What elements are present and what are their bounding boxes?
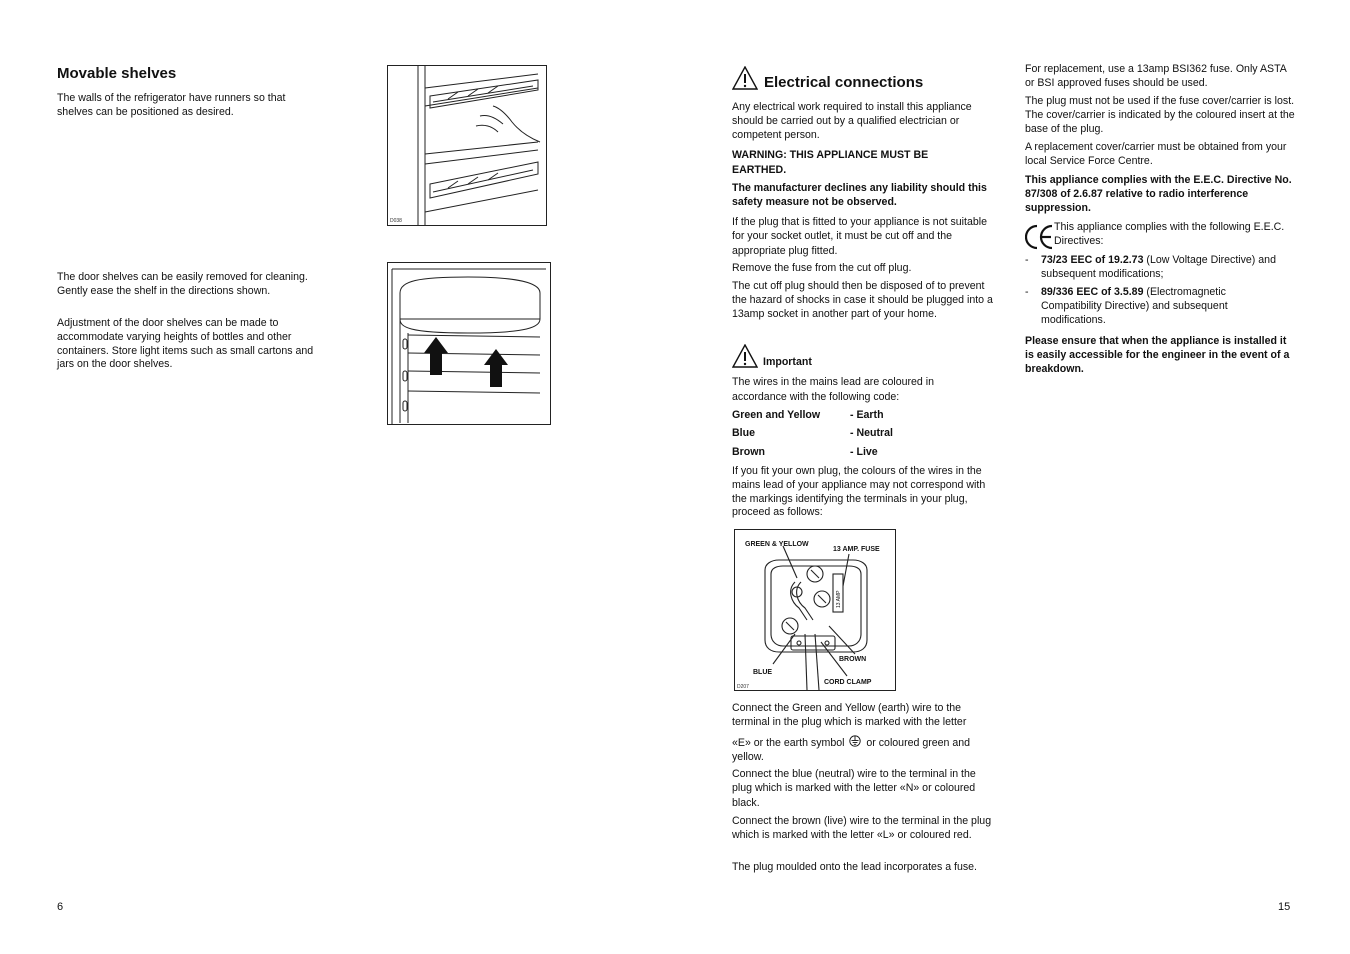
fuse-cover-paragraph: The plug must not be used if the fuse cover/carrier is lost. The cover/carrier is indicated by the coloured insert at the base of the plug. xyxy=(1025,95,1295,135)
eec-directive-paragraph: This appliance complies with the E.E.C. Directive No. 87/308 of 2.6.87 relative to radio interference suppression. xyxy=(1025,174,1292,214)
label-13-amp-fuse: 13 AMP. FUSE xyxy=(833,546,880,553)
ce-mark-icon xyxy=(1025,223,1055,251)
earthed-warning: WARNING: THIS APPLIANCE MUST BE EARTHED. xyxy=(732,149,929,176)
connect-live-paragraph: Connect the brown (live) wire to the terminal in the plug which is marked with the letter «L» or coloured red. xyxy=(732,815,992,842)
shelves-illustration xyxy=(387,65,547,226)
directive-2-text: (Electromagnetic Compatibility Directive) and subsequent modifications. xyxy=(1041,286,1228,326)
electrician-paragraph: Any electrical work required to install this appliance should be carried out by a qualified electrician or competent person. xyxy=(732,101,972,141)
fit-own-plug-paragraph: If you fit your own plug, the colours of the wires in the mains lead of your appliance may not correspond with the markings identifying the terminals in your plug, proceed as follows: xyxy=(732,465,986,519)
fig1-code: D038 xyxy=(390,218,402,224)
connect-neutral-paragraph: Connect the blue (neutral) wire to the terminal in the plug which is marked with the letter «N» or coloured black. xyxy=(732,768,976,809)
code-row-neutral-meaning: - Neutral xyxy=(850,427,893,439)
moulded-fuse-paragraph: The plug moulded onto the lead incorporates a fuse. xyxy=(732,861,977,873)
earth-symbol-pre-text: «E» or the earth symbol xyxy=(732,737,845,749)
right-page-number: 15 xyxy=(1278,901,1291,913)
earth-symbol-post-text: or coloured green and yellow. xyxy=(732,737,971,763)
earth-ground-icon xyxy=(849,735,861,747)
door-shelves-adjust-paragraph: Adjustment of the door shelves can be made to accommodate varying heights of bottles and other containers. Store light items such as small cartons and jars on the door shelves. xyxy=(57,317,314,371)
code-row-earth-color: Green and Yellow xyxy=(732,409,821,421)
connect-earth-paragraph: Connect the Green and Yellow (earth) wire to the terminal in the plug which is marked with the letter xyxy=(732,702,967,728)
important-label: Important xyxy=(763,356,812,368)
warning-triangle-icon xyxy=(732,66,758,90)
door-shelves-drawing xyxy=(388,263,550,424)
label-brown: BROWN xyxy=(839,656,867,663)
important-warning-icon xyxy=(732,344,758,368)
code-row-earth-meaning: - Earth xyxy=(850,409,884,421)
electrical-connections-heading: Electrical connections xyxy=(764,74,924,91)
dispose-plug-paragraph: The cut off plug should then be disposed of to prevent the hazard of shocks in case it should be plugged into a 13amp socket in another part of your home. xyxy=(732,280,993,320)
shelves-paragraph: The walls of the refrigerator have runners so that shelves can be positioned as desired. xyxy=(57,92,286,118)
directive-1-bold: 73/23 EEC of 19.2.73 xyxy=(1041,254,1144,266)
directive-1-text: (Low Voltage Directive) and subsequent modifications; xyxy=(1041,254,1276,280)
code-row-neutral-color: Blue xyxy=(732,427,755,439)
wire-colour-intro: The wires in the mains lead are coloured in accordance with the following code: xyxy=(732,376,934,403)
plug-unsuitable-paragraph: If the plug that is fitted to your appliance is not suitable for your socket outlet, it must be cut off and the appropriate plug fitted. xyxy=(732,216,987,257)
left-page-number: 6 xyxy=(57,901,64,913)
directive-2-bold: 89/336 EEC of 3.5.89 xyxy=(1041,286,1144,298)
ce-compliance-text: This appliance complies with the following E.E.C. Directives: xyxy=(1054,221,1285,247)
label-blue: BLUE xyxy=(753,669,773,676)
fuse-body-label: 13 AMP xyxy=(836,590,842,608)
remove-fuse-paragraph: Remove the fuse from the cut off plug. xyxy=(732,262,912,274)
plug-wiring-drawing xyxy=(735,530,895,690)
diagram-code: D207 xyxy=(737,684,749,690)
replacement-cover-paragraph: A replacement cover/carrier must be obtained from your local Service Force Centre. xyxy=(1025,141,1287,167)
label-green-yellow: GREEN & YELLOW xyxy=(745,541,809,548)
door-shelves-illustration xyxy=(387,262,551,425)
wire-colour-code-table xyxy=(732,409,932,461)
door-shelves-paragraph: The door shelves can be easily removed for cleaning. Gently ease the shelf in the directions shown. xyxy=(57,271,308,297)
code-row-live-meaning: - Live xyxy=(850,446,878,458)
plug-wiring-diagram xyxy=(734,529,896,691)
earth-symbol-line xyxy=(732,735,994,765)
arrow-up-icon xyxy=(424,337,448,375)
movable-shelves-heading: Movable shelves xyxy=(57,65,177,82)
shelves-drawing xyxy=(388,66,546,225)
directives-list: - 73/23 EEC of 19.2.73 (Low Voltage Directive) and subsequent modifications; - 89/336 EEC of 3.5.89 (Electromagnetic Compatibility Directive) and subsequent modifications. xyxy=(1025,254,1276,326)
liability-notice: The manufacturer declines any liability should this safety measure not be observed. xyxy=(732,182,987,208)
replacement-fuse-paragraph: For replacement, use a 13amp BSI362 fuse. Only ASTA or BSI approved fuses should be used. xyxy=(1025,63,1287,89)
code-row-live-color: Brown xyxy=(732,446,765,458)
label-cord-clamp: CORD CLAMP xyxy=(824,679,872,686)
accessibility-notice: Please ensure that when the appliance is installed it is easily accessible for the engineer in the event of a breakdown. xyxy=(1025,335,1290,375)
